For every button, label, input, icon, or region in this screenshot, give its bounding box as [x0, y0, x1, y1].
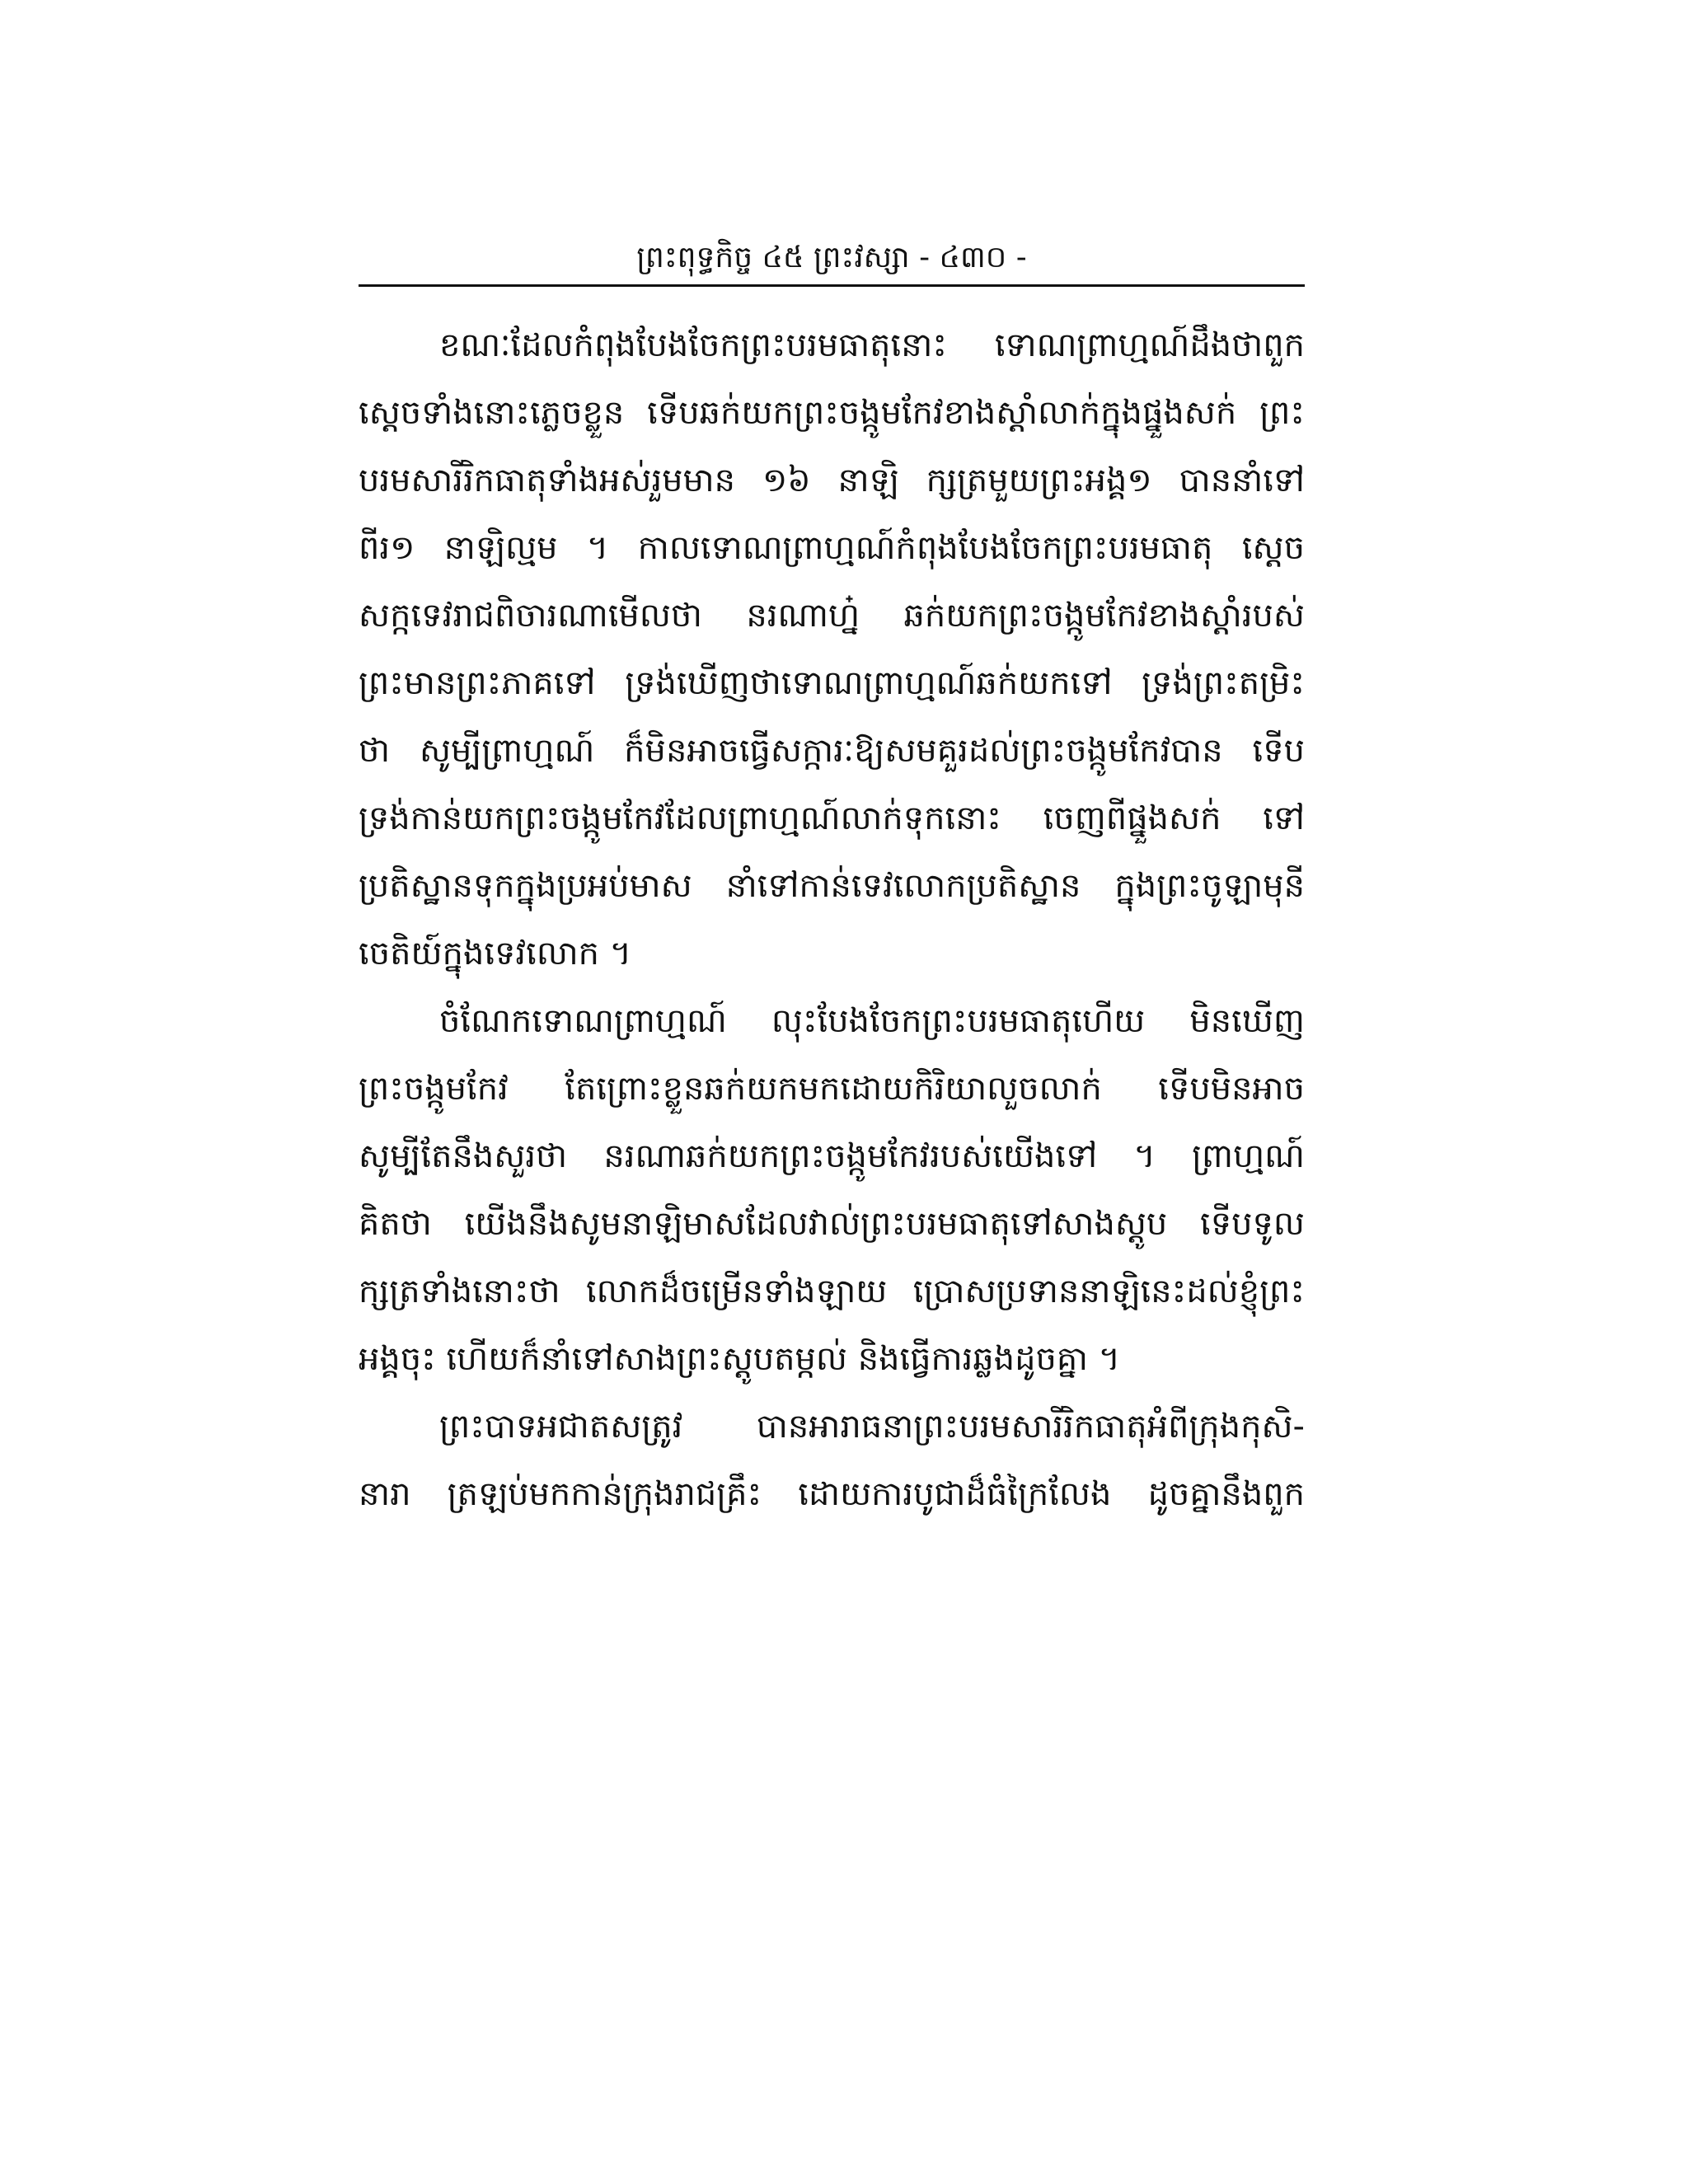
text-line: ថា សូម្បីព្រាហ្មណ៍ ក៏មិនអាចធ្វើសក្ការៈឱ្យសមគួរដល់ព្រះចង្កូមកែវបាន ទើប [359, 732, 1305, 770]
running-header: ព្រះពុទ្ធកិច្ច ៤៥ ព្រះវស្សា - ៤៣០ - [636, 241, 1027, 274]
text-line: ខណៈដែលកំពុងបែងចែកព្រះបរមធាតុនោះ ទោណព្រាហ្មណ៍ដឹងថាពួក [439, 326, 1305, 364]
text-line: ព្រះបាទអជាតសត្រូវ បានអារាធនាព្រះបរមសារីរិកធាតុអំពីក្រុងកុសិ- [439, 1408, 1305, 1446]
text-line: ស្ដេចទាំងនោះភ្លេចខ្លួន ទើបឆក់យកព្រះចង្កូមកែវខាងស្ដាំលាក់ក្នុងផ្នួងសក់ ព្រះ [359, 394, 1305, 432]
text-line: សក្កទេវរាជពិចារណាមើលថា នរណាហ្ន៎ ឆក់យកព្រះចង្កូមកែវខាងស្ដាំរបស់ [359, 597, 1305, 635]
paragraph [359, 987, 1305, 1393]
text-line: ព្រះមានព្រះភាគទៅ ទ្រង់ឃើញថាទោណព្រាហ្មណ៍ឆក់យកទៅ ទ្រង់ព្រះតម្រិះ [359, 664, 1305, 702]
text-line: ប្រតិស្ឋានទុកក្នុងប្រអប់មាស នាំទៅកាន់ទេវលោកប្រតិស្ឋាន ក្នុងព្រះចូឡាមុនី [359, 867, 1305, 905]
text-line: គិតថា យើងនឹងសូមនាឡិមាសដែលវាល់ព្រះបរមធាតុទៅសាងស្តូប ទើបទូល [359, 1205, 1305, 1243]
text-line: ទ្រង់កាន់យកព្រះចង្កូមកែវដែលព្រាហ្មណ៍លាក់ទុកនោះ ចេញពីផ្នួងសក់ ទៅ [359, 799, 1305, 837]
text-line: បរមសារីរិកធាតុទាំងអស់រួមមាន ១៦ នាឡិ ក្សត្រមួយព្រះអង្គ១ បាននាំទៅ [359, 462, 1305, 499]
text-line: អង្គចុះ ហើយក៏នាំទៅសាងព្រះស្តូបតម្កល់ និងធ្វើការឆ្លងដូចគ្នា ។ [359, 1340, 1121, 1378]
paragraph [359, 1393, 1305, 1528]
text-line: ចំណែកទោណព្រាហ្មណ៍ លុះបែងចែកព្រះបរមធាតុហើយ មិនឃើញ [439, 1002, 1305, 1040]
paragraph [359, 312, 1305, 987]
header-rule [359, 284, 1305, 287]
text-line: ចេតិយ៍ក្នុងទេវលោក ។ [359, 935, 632, 972]
body-text [359, 312, 1305, 1528]
text-line: នារា ត្រឡប់មកកាន់ក្រុងរាជគ្រឹះ ដោយការបូជាដ៏ធំក្រៃលែង ដូចគ្នានឹងពួក [359, 1475, 1305, 1513]
text-line: ព្រះចង្កូមកែវ តែព្រោះខ្លួនឆក់យកមកដោយកិរិយាលួចលាក់ ទើបមិនអាច [359, 1070, 1305, 1108]
text-line: ក្សត្រទាំងនោះថា លោកដ៏ចម្រើនទាំងឡាយ ប្រោសប្រទាននាឡិនេះដល់ខ្ញុំព្រះ [359, 1272, 1305, 1310]
text-line: សូម្បីតែនឹងសួរថា នរណាឆក់យកព្រះចង្កូមកែវរបស់យើងទៅ ។ ព្រាហ្មណ៍ [359, 1137, 1305, 1175]
text-line: ពីរ១ នាឡិល្មម ។ កាលទោណព្រាហ្មណ៍កំពុងបែងចែកព្រះបរមធាតុ ស្ដេច [359, 529, 1305, 567]
